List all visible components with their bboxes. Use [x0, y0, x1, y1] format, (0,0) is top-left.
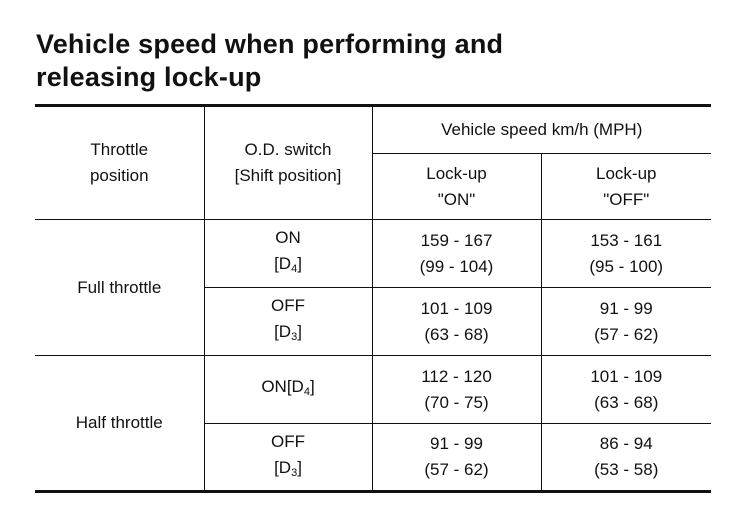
lockup-on-speed-cell	[372, 424, 541, 492]
header-od-switch-line2: [Shift position]	[234, 166, 342, 185]
speed-kmh: 91 - 99	[599, 298, 653, 318]
speed-mph: (63 - 68)	[424, 324, 489, 344]
throttle-cell: Half throttle	[35, 356, 204, 492]
speed-kmh: 91 - 99	[430, 434, 483, 453]
header-od-switch	[204, 106, 372, 220]
shift-position: $[D_4]$	[274, 254, 302, 275]
shift-position: $[D_3]$	[274, 457, 302, 479]
speed-mph: (95 - 100)	[589, 256, 664, 276]
lockup-on-speed-cell	[372, 220, 541, 288]
od-switch-value: OFF	[271, 431, 305, 451]
header-throttle-position	[35, 106, 204, 220]
speed-kmh: 153 - 161	[590, 230, 663, 250]
speed-kmh: 159 - 167	[420, 230, 493, 250]
lockup-off-speed-cell	[541, 288, 711, 356]
table-row	[35, 356, 711, 424]
header-lockup-off	[541, 154, 711, 220]
speed-kmh: 112 - 120	[421, 366, 492, 386]
header-lockup-on-line1: Lock-up	[426, 163, 487, 183]
header-throttle-line2: position	[89, 166, 149, 185]
speed-mph: (53 - 58)	[594, 460, 659, 479]
od-switch-value: ON	[275, 228, 301, 247]
od-switch-value: $ON[D_4]$	[261, 377, 315, 398]
od-switch-cell	[204, 288, 372, 356]
lockup-off-speed-cell	[541, 356, 711, 424]
header-lockup-on-line2: "ON"	[437, 189, 476, 209]
header-lockup-off-line1: Lock-up	[596, 163, 657, 183]
od-switch-cell	[204, 356, 372, 424]
title-line-1: Vehicle speed when performing and	[36, 29, 504, 59]
throttle-cell: Full throttle	[35, 220, 204, 356]
od-switch-value: OFF	[271, 296, 305, 315]
lockup-on-speed-cell	[372, 288, 541, 356]
speed-mph: (63 - 68)	[594, 392, 659, 412]
lockup-on-speed-cell	[372, 356, 541, 424]
header-vehicle-speed: Vehicle speed km/h (MPH)	[372, 106, 711, 154]
title-line-2: releasing lock-up	[36, 62, 262, 92]
lockup-off-speed-cell	[541, 220, 711, 288]
speed-kmh: 101 - 109	[420, 298, 493, 318]
table-row	[35, 220, 711, 288]
speed-mph: (99 - 104)	[419, 256, 494, 276]
header-od-switch-line1: O.D. switch	[244, 140, 332, 159]
speed-kmh: 101 - 109	[590, 366, 663, 386]
header-lockup-on	[372, 154, 541, 220]
lockup-off-speed-cell	[541, 424, 711, 492]
header-throttle-line1: Throttle	[90, 140, 149, 159]
speed-kmh: 86 - 94	[599, 434, 653, 453]
lockup-speed-table	[35, 104, 711, 493]
header-lockup-off-line2: "OFF"	[603, 189, 650, 209]
od-switch-cell	[204, 220, 372, 288]
od-switch-cell	[204, 424, 372, 492]
shift-position: $[D_3]$	[274, 322, 302, 343]
speed-mph: (57 - 62)	[594, 324, 659, 344]
speed-mph: (70 - 75)	[424, 392, 489, 412]
speed-mph: (57 - 62)	[424, 460, 489, 479]
page-title	[36, 28, 726, 94]
